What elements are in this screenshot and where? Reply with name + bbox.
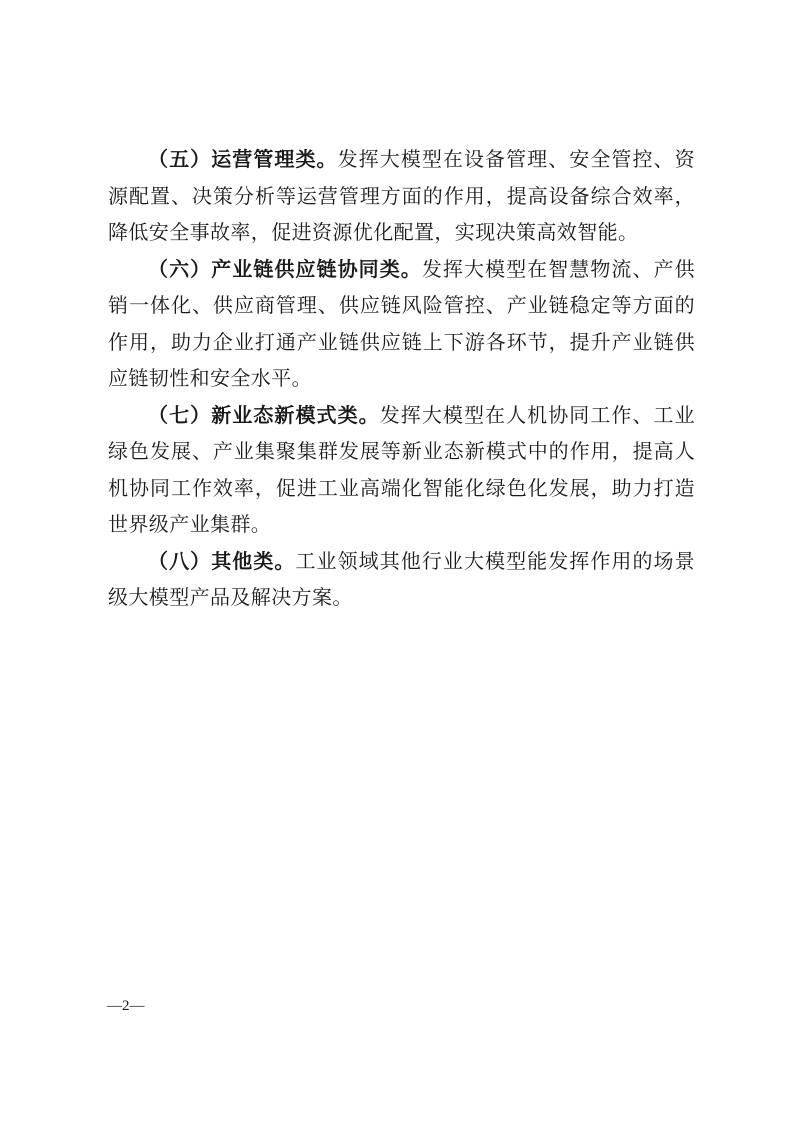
page-number: —2—: [107, 998, 145, 1014]
paragraph-heading: （五）运营管理类。: [148, 147, 338, 171]
paragraph-text: 发挥大模型在设备管理、安全管控、资源配置、决策分析等运营管理方面的作用，提高设备综合效率，降低安全事故率，促进资源优化配置，实现决策高效智能。: [108, 147, 695, 244]
paragraph-heading: （七）新业态新模式类。: [148, 402, 380, 427]
paragraph-operations-management: [108, 141, 695, 251]
paragraph-supply-chain-collaboration: [108, 251, 695, 397]
paragraph-other-category: [108, 543, 695, 616]
paragraph-heading: （八）其他类。: [148, 548, 296, 573]
paragraph-text: 工业领域其他行业大模型能发挥作用的场景级大模型产品及解决方案。: [108, 548, 695, 609]
paragraph-heading: （六）产业链供应链协同类。: [148, 256, 422, 281]
document-body: [108, 141, 695, 616]
paragraph-text: 发挥大模型在人机协同工作、工业绿色发展、产业集聚集群发展等新业态新模式中的作用，提高人机协同工作效率，促进工业高端化智能化绿色化发展，助力打造世界级产业集群。: [108, 402, 695, 536]
paragraph-new-business-models: [108, 397, 695, 543]
paragraph-text: 发挥大模型在智慧物流、产供销一体化、供应商管理、供应链风险管控、产业链稳定等方面的作用，助力企业打通产业链供应链上下游各环节，提升产业链供应链韧性和安全水平。: [108, 256, 696, 390]
